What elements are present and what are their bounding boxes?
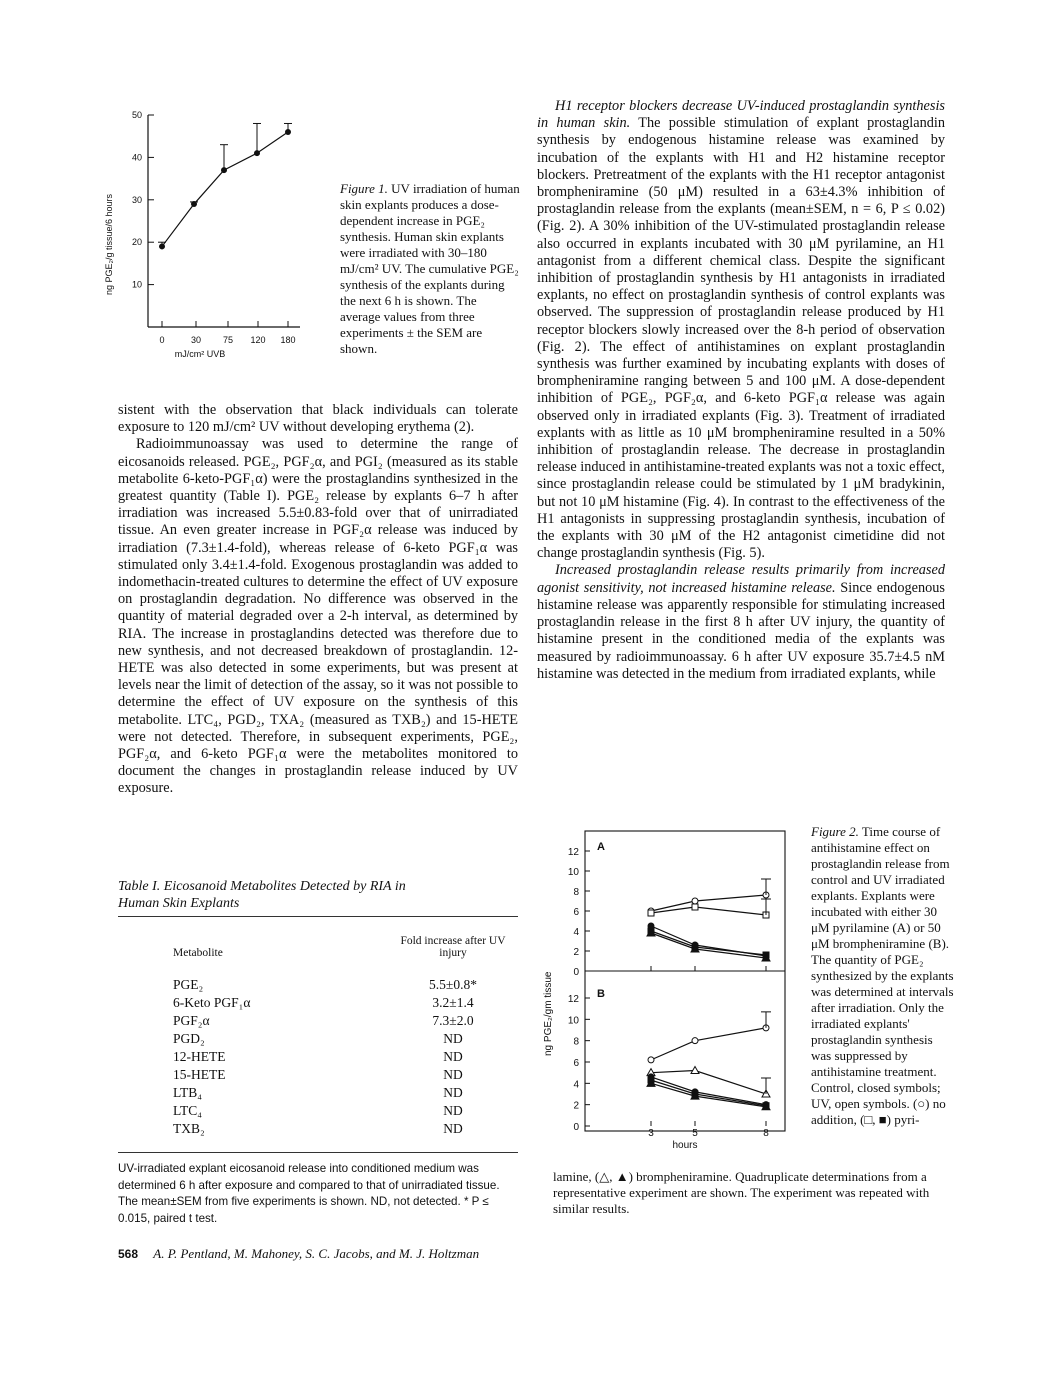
right-paragraph-2: Since endogenous histamine release was apparently responsible for stimulating increased prostaglandin release in the first 8 h after UV injury, the quantity of histamine present in the conditioned media of the explants was measured by radioimmunoassay. 6 h after UV exposure 35.7±4.5 nM histamine was detected in the medium from irradiated explants, while [537, 579, 945, 682]
figure-1-caption: Figure 1. UV irradiation of human skin explants produces a dose-dependent increase in PGE₂ synthesis. Human skin explants were irradiated with 30–180 mJ/cm² UV. The cumulative PGE₂ synthesis of the explants during the next 6 h is shown. The average values from three experiments ± the SEM are shown. [340, 181, 520, 356]
data-point [254, 150, 260, 156]
y-tick-label: 2 [573, 1100, 579, 1112]
x-tick-label: 30 [190, 335, 202, 345]
table-1-footnote: UV-irradiated explant eicosanoid release into conditioned medium was determined 6 h after exposure and compared to that of unirradiated tissue. The mean±SEM from five experiments is shown. ND, not detected. * P ≤ 0.015, paired t test. [118, 1162, 500, 1225]
y-tick-label: 6 [573, 907, 579, 918]
y-tick-label: 6 [573, 1058, 579, 1069]
y-tick-label: 10 [567, 1015, 579, 1027]
fig2-panel-a-label: A [597, 841, 605, 853]
y-tick-label: 0 [573, 967, 579, 978]
table-cell-fold: ND [443, 1121, 463, 1136]
table-cell-metabolite: PGD₂ [173, 1031, 205, 1046]
table-row [118, 994, 518, 1012]
figure-2-chart [537, 826, 797, 1156]
table-1-header-metabolite: Metabolite [173, 947, 223, 959]
y-tick-label: 8 [573, 1036, 579, 1048]
table-cell-metabolite: PGE₂ [173, 977, 204, 992]
table-cell-fold: ND [443, 1067, 463, 1082]
data-point [691, 1067, 699, 1074]
fig2-y-axis-label: ng PGE₂/gm tissue [543, 971, 554, 1056]
y-tick-label: 2 [573, 947, 579, 958]
data-point [285, 129, 291, 135]
table-cell-fold: ND [443, 1031, 463, 1046]
left-paragraph-2: Radioimmunoassay was used to determine the range of eicosanoids released. PGE₂, PGF₂α, and PGI₂ (measured as its stable metabolite 6-keto-PGF₁α) were the prostaglandins synthesized in the greatest quantity (Table I). PGE₂ release by explants 6–7 h after irradiation was increased 5.5±0.83-fold over that of unirradiated tissue. An even greater increase in PGF₂α release was induced by irradiation (7.3±1.4-fold), whereas release of 6-keto PGF₁α was stimulated only 3.4±1.4-fold. Exogenous prostaglandin was added to indomethacin-treated cultures to determine the effect of UV exposure on prostaglandin degradation. No difference was observed in the quantity of material degraded over a 2-h interval, as determined by RIA. The increase in prostaglandins detected was therefore due to new synthesis, and not decreased breakdown of prostaglandin. 12-HETE was also detected in some experiments, but was present at levels near the limit of detection of the assay, so it was not possible to determine the effect of UV exposure on the synthesis of this metabolite. LTC₄, PGD₂, TXA₂ (measured as TXB₂) and 15-HETE were not detected. Therefore, in subsequent experiments, PGE₂, PGF₂α, and 6-keto PGF₁α were the metabolites monitored to document the changes in prostaglandin release induced by UV exposure. [118, 436, 518, 797]
table-cell-fold: ND [443, 1103, 463, 1118]
page-number: 568 [118, 1247, 139, 1261]
footer-authors: A. P. Pentland, M. Mahoney, S. C. Jacobs, and M. J. Holtzman [153, 1246, 480, 1261]
table-1 [118, 878, 518, 1227]
y-tick-label: 0 [573, 1122, 579, 1133]
x-tick-label: 0 [159, 335, 165, 345]
data-point [692, 904, 698, 910]
table-cell-fold: ND [443, 1049, 463, 1064]
table-row [118, 1066, 518, 1084]
right-column-text [537, 98, 945, 683]
series-line [651, 926, 766, 956]
data-point [191, 201, 197, 207]
fig1-x-axis-label: mJ/cm² UVB [174, 349, 226, 359]
data-point [692, 898, 698, 904]
data-point [648, 1057, 654, 1063]
table-cell-metabolite: TXB₂ [173, 1121, 205, 1136]
fig1-y-axis-label: ng PGE₂/g tissue/6 hours [104, 193, 114, 295]
table-cell-metabolite: LTC₄ [173, 1103, 202, 1118]
table-1-header-fold: Fold increase after UV injury [400, 935, 506, 959]
y-tick-label: 10 [131, 279, 142, 290]
table-cell-metabolite: PGF₂α [173, 1013, 210, 1028]
y-tick-label: 10 [567, 867, 579, 878]
table-row [118, 1048, 518, 1066]
table-row [118, 1030, 518, 1048]
page-footer [118, 1246, 618, 1262]
figure-2-caption-bottom: lamine, (△, ▲) brompheniramine. Quadruplicate determinations from a representative experiment are shown. The experiment was repeated with similar results. [553, 1169, 930, 1216]
series-line [651, 1028, 766, 1060]
table-row [118, 1084, 518, 1102]
table-cell-fold: 3.2±1.4 [432, 995, 474, 1010]
y-tick-label: 12 [567, 847, 579, 858]
figure-2-caption-side: Figure 2. Time course of antihistamine effect on prostaglandin release from control and UV irradiated explants. Explants were incubated with either 30 μM pyrilamine (A) or 50 μM brompheniramine (B). The quantity of PGE₂ synthesized by the explants was determined at intervals after irradiation. Only the irradiated explants' prostaglandin synthesis was suppressed by antihistamine treatment. Control, closed symbols; UV, open symbols. (○) no addition, (□, ■) pyri- [811, 824, 954, 1127]
table-cell-fold: 5.5±0.8* [429, 977, 477, 992]
fig2-x-axis-label: hours [672, 1140, 698, 1151]
figure-1-chart [100, 95, 310, 385]
series-line [651, 907, 766, 915]
fig2-panel-b-label: B [597, 988, 605, 1000]
x-tick-label: 180 [280, 335, 296, 345]
left-paragraph-1: sistent with the observation that black individuals can tolerate exposure to 120 mJ/cm² UV without developing erythema (2). [118, 402, 518, 436]
data-point [648, 910, 654, 916]
table-cell-fold: ND [443, 1085, 463, 1100]
y-tick-label: 20 [131, 237, 142, 248]
series-line [162, 132, 288, 246]
x-tick-label: 3 [648, 1128, 654, 1139]
series-line [651, 931, 766, 955]
right-paragraph-1: The possible stimulation of explant prostaglandin synthesis by endogenous histamine release was examined by incubation of the explants with H1 and H2 histamine receptor blockers. Pretreatment of the explants with the H1 receptor antagonist brompheniramine (50 μM) resulted in a 63±4.3% inhibition of prostaglandin release from the explants (mean±SEM, n = 6, P ≤ 0.02) (Fig. 2). A 30% inhibition of the UV-stimulated prostaglandin release also occurred in explants incubated with 30 μM pyrilamine, an H1 antagonist from a different chemical class. Despite the significant inhibition of prostaglandin synthesis by H1 antagonists in irradiated explants, no effect on prostaglandin synthesis of control explants was observed. The suppression of prostaglandin release produced by H1 receptor blockers slowly increased over the 8-h period of observation (Fig. 2). The effect of antihistamines on explant prostaglandin synthesis was further examined by incubating explants with doses of brompheniramine ranging between 5 and 100 μM. A dose-dependent inhibition of PGE₂, PGF₂α, and 6-keto PGF₁α release was again observed only in irradiated explants (Fig. 3). Treatment of irradiated explants with as little as 10 μM brompheniramine resulted in a 50% inhibition of prostaglandin release. The decrease in prostaglandin release induced in antihistamine-treated explants was not a toxic effect, since prostaglandin release could be stimulated by 1 μM bradykinin, but not 10 μM histamine (Fig. 4). In contrast to the effectiveness of the H1 antagonists in suppressing prostaglandin synthesis, incubation of the explants with 30 μM of the H2 antagonist cimetidine did not change prostaglandin synthesis (Fig. 5). [537, 115, 945, 562]
y-tick-label: 30 [131, 194, 142, 205]
table-cell-metabolite: 12-HETE [173, 1049, 226, 1064]
table-row [118, 1102, 518, 1120]
y-tick-label: 4 [573, 1079, 579, 1091]
data-point [221, 167, 227, 173]
y-tick-label: 40 [131, 152, 142, 163]
y-tick-label: 12 [567, 994, 579, 1005]
left-column-text [118, 402, 518, 798]
x-tick-label: 120 [250, 335, 266, 345]
data-point [159, 243, 165, 249]
y-tick-label: 50 [131, 110, 142, 120]
table-cell-metabolite: 6-Keto PGF₁α [173, 995, 251, 1010]
table-row [118, 1120, 518, 1138]
section-heading-h1-blockers: H1 receptor blockers decrease UV-induced prostaglandin synthesis in human skin. [537, 98, 945, 132]
table-cell-fold: 7.3±2.0 [432, 1013, 474, 1028]
section-heading-agonist: Increased prostaglandin release results primarily from increased agonist sensitivity, not increased histamine release. [537, 562, 945, 596]
table-cell-metabolite: LTB₄ [173, 1085, 202, 1100]
table-row [118, 1012, 518, 1030]
x-tick-label: 8 [763, 1128, 769, 1139]
y-tick-label: 8 [573, 887, 579, 898]
series-line [651, 1077, 766, 1105]
y-tick-label: 4 [573, 927, 579, 938]
table-1-title: Table I. Eicosanoid Metabolites Detected by RIA in Human Skin Explants [118, 879, 406, 911]
x-tick-label: 75 [222, 335, 234, 345]
table-row [118, 965, 518, 994]
x-tick-label: 5 [692, 1128, 698, 1139]
table-cell-metabolite: 15-HETE [173, 1067, 226, 1082]
data-point [692, 1038, 698, 1044]
